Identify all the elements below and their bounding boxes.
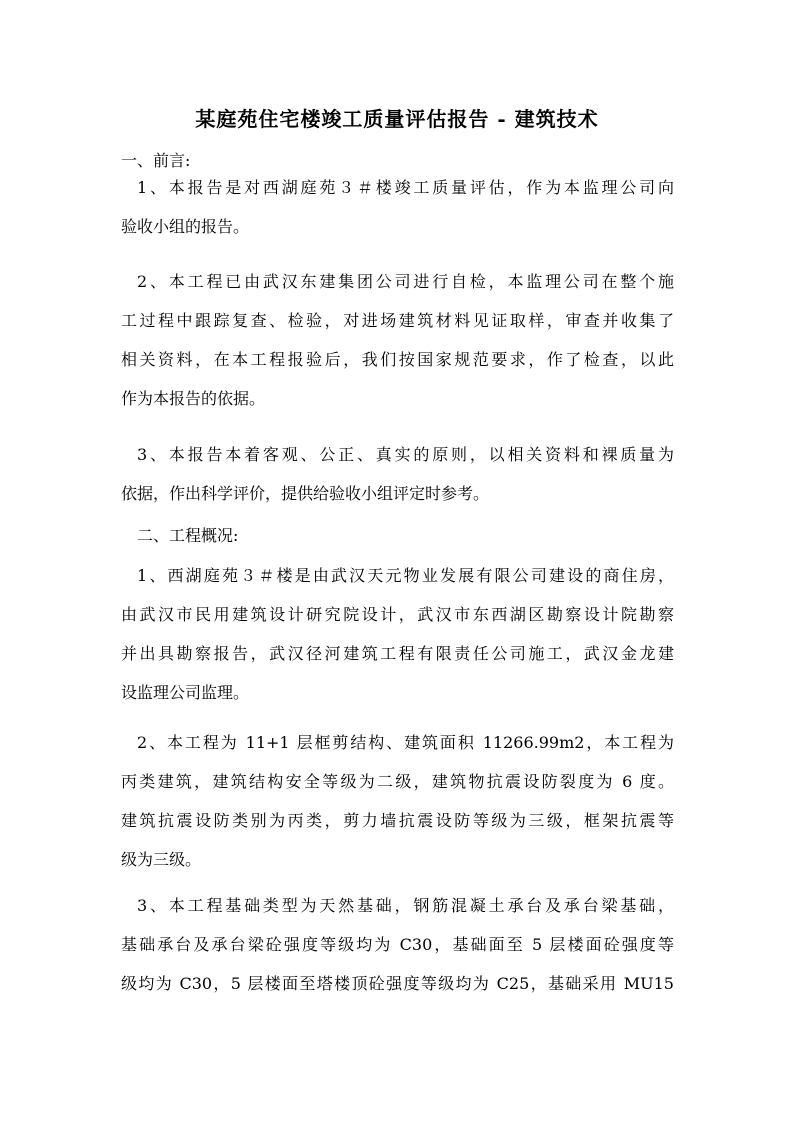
text-line: 1、本报告是对西湖庭苑３＃楼竣工质量评估，作为本监理公司向 xyxy=(137,178,674,197)
text-line: 丙类建筑，建筑结构安全等级为二级，建筑物抗震设防裂度为 6 度。 xyxy=(121,772,674,791)
text-line: 2、本工程为 11+1 层框剪结构、建筑面积 11266.99m2，本工程为 xyxy=(137,733,674,752)
text-line: 2、本工程已由武汉东建集团公司进行自检，本监理公司在整个施 xyxy=(137,272,674,291)
text-line: 设监理公司监理。 xyxy=(121,683,250,702)
overview-paragraph-2 xyxy=(121,723,674,879)
text-line: 级为三级。 xyxy=(121,850,202,869)
text-line: 验收小组的报告。 xyxy=(121,217,250,236)
text-line: 1、西湖庭苑３＃楼是由武汉天元物业发展有限公司建设的商住房， xyxy=(137,566,674,585)
text-line: 作为本报告的依据。 xyxy=(121,389,266,408)
section-heading-overview: 二、工程概况: xyxy=(137,526,239,545)
overview-paragraph-1 xyxy=(121,556,674,712)
section-heading-preface: 一、前言: xyxy=(121,151,191,170)
preface-paragraph-1 xyxy=(121,168,674,246)
text-line: 工过程中跟踪复查、检验，对进场建筑材料见证取样，审查并收集了 xyxy=(121,311,674,330)
text-line: 级均为 C30，5 层楼面至塔楼顶砼强度等级均为 C25，基础采用 MU15 xyxy=(121,974,674,993)
overview-paragraph-3 xyxy=(121,886,674,1003)
text-line: 并出具勘察报告，武汉径河建筑工程有限责任公司施工，武汉金龙建 xyxy=(121,644,674,663)
text-line: 3、本报告本着客观、公正、真实的原则，以相关资料和裸质量为 xyxy=(137,445,674,464)
page-title: 某庭苑住宅楼竣工质量评估报告 - 建筑技术 xyxy=(195,107,599,131)
text-line: 基础承台及承台梁砼强度等级均为 C30，基础面至 5 层楼面砼强度等 xyxy=(121,935,674,954)
text-line: 3、本工程基础类型为天然基础，钢筋混凝土承台及承台梁基础， xyxy=(137,896,674,915)
text-line: 建筑抗震设防类别为丙类，剪力墙抗震设防等级为三级，框架抗震等 xyxy=(121,811,674,830)
preface-paragraph-3 xyxy=(121,435,674,513)
preface-paragraph-2 xyxy=(121,262,674,418)
text-line: 相关资料，在本工程报验后，我们按国家规范要求，作了检查，以此 xyxy=(121,350,674,369)
text-line: 由武汉市民用建筑设计研究院设计，武汉市东西湖区勘察设计院勘察 xyxy=(121,605,674,624)
text-line: 依据，作出科学评价，提供给验收小组评定时参考。 xyxy=(121,484,490,503)
